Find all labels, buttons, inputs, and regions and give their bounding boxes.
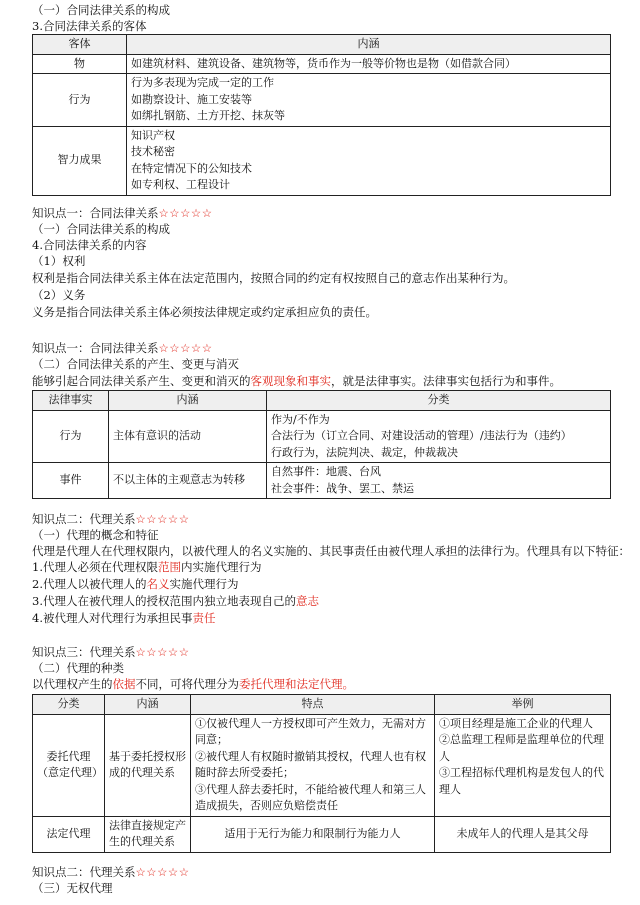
rating-stars: ☆☆☆☆☆ <box>135 512 190 526</box>
text-span: 不同，可将代理分为 <box>135 677 239 691</box>
cell-line: 行为多表现为完成一定的工作 <box>131 76 274 89</box>
table-cell: 基于委托授权形成的代理关系 <box>105 714 191 816</box>
section-title: （一）合同法律关系的构成 <box>32 3 170 17</box>
highlight-text: 名义 <box>146 577 170 591</box>
object-table <box>32 34 611 196</box>
section-title: （二）代理的种类 <box>32 661 124 675</box>
list-item <box>32 593 319 610</box>
text-span: ，就是法律事实。法律事实包括行为和事件。 <box>331 374 561 388</box>
table-header: 举例 <box>435 695 611 715</box>
rating-stars: ☆☆☆☆☆ <box>135 865 190 879</box>
knowledge-point-heading <box>32 340 213 357</box>
knowledge-point-heading <box>32 205 213 222</box>
cell-line: ②被代理人有权随时撤销其授权，代理人也有权随时辞去所受委托； <box>195 749 426 779</box>
cell-line: 行政行为，法院判决、裁定，仲裁裁决 <box>271 445 458 459</box>
table-row <box>33 463 611 499</box>
text-span: 内实施代理行为 <box>180 560 262 574</box>
cell-line: ①仅被代理人一方授权即可产生效力，无需对方同意； <box>195 716 426 746</box>
kp-label: 知识点二：代理关系 <box>32 512 136 526</box>
cell-line: ③代理人辞去委托时，不能给被代理人和第三人造成损失，否则应负赔偿责任 <box>195 782 426 812</box>
table-cell <box>267 410 611 463</box>
table-row <box>33 714 611 816</box>
table-row <box>33 816 611 852</box>
table-header: 分类 <box>267 391 611 411</box>
list-item: （2）义务 <box>32 288 86 302</box>
table-header-row <box>33 391 611 411</box>
section-title: （二）合同法律关系的产生、变更与消灭 <box>32 357 239 371</box>
text-span: 以代理权产生的 <box>32 677 113 691</box>
paragraph: 权利是指合同法律关系主体在法定范围内，按照合同的约定有权按照自己的意志作出某种行为。 <box>32 271 515 285</box>
kp-label: 知识点三：代理关系 <box>32 645 136 659</box>
table-cell: 法定代理 <box>33 816 105 852</box>
text-span: 3.代理人在被代理人的授权范围内独立地表现自己的 <box>32 594 296 608</box>
text-span: 2.代理人以被代理人的 <box>32 577 147 591</box>
table-header-row <box>33 35 611 55</box>
table-header-row <box>33 695 611 715</box>
cell-line: 在特定情况下的公知技术 <box>131 161 252 175</box>
list-item <box>32 610 215 627</box>
table-row <box>33 74 611 127</box>
table-header: 内涵 <box>109 391 267 411</box>
cell-line: ①项目经理是施工企业的代理人 <box>439 716 593 730</box>
kp-label: 知识点二：代理关系 <box>32 865 136 879</box>
agency-type-table <box>32 694 611 853</box>
table-cell: 适用于无行为能力和限制行为能力人 <box>191 816 435 852</box>
section-title: （一）合同法律关系的构成 <box>32 222 170 236</box>
table-cell: 行为 <box>33 74 127 127</box>
section-subtitle: 3.合同法律关系的客体 <box>32 19 147 33</box>
table-header: 分类 <box>33 695 105 715</box>
table-cell <box>267 463 611 499</box>
paragraph <box>32 373 561 390</box>
table-cell: 行为 <box>33 410 109 463</box>
table-cell <box>127 74 611 127</box>
cell-line: 社会事件：战争、罢工、禁运 <box>271 481 414 495</box>
table-cell <box>435 714 611 816</box>
paragraph: 义务是指合同法律关系主体必须按法律规定或约定承担应负的责任。 <box>32 305 377 319</box>
cell-line: 如专利权、工程设计 <box>131 178 230 191</box>
highlight-text: 范围 <box>157 560 181 574</box>
cell-line: 如勘察设计、施工安装等 <box>131 92 252 106</box>
paragraph: 代理是代理人在代理权限内，以被代理人的名义实施的、其民事责任由被代理人承担的法律行为。代理具有以下特征： <box>32 544 630 558</box>
table-cell: 物 <box>33 54 127 74</box>
text-span: 1.代理人必须在代理权限 <box>32 560 158 574</box>
table-row <box>33 410 611 463</box>
knowledge-point-heading <box>32 864 190 881</box>
cell-line: ②总监理工程师是监理单位的代理人 <box>439 733 604 763</box>
rating-stars: ☆☆☆☆☆ <box>135 645 190 659</box>
cell-line: 知识产权 <box>131 128 175 142</box>
cell-line: 如绑扎钢筋、土方开挖、抹灰等 <box>131 109 285 122</box>
cell-line: 技术秘密 <box>131 145 175 158</box>
table-row <box>33 126 611 195</box>
table-header: 内涵 <box>105 695 191 715</box>
text-span: 能够引起合同法律关系产生、变更和消灭的 <box>32 374 251 388</box>
text-span: 实施代理行为 <box>169 577 239 591</box>
section-subtitle: 4.合同法律关系的内容 <box>32 238 147 252</box>
table-cell <box>127 126 611 195</box>
table-cell: 如建筑材料、建筑设备、建筑物等，货币作为一般等价物也是物（如借款合同） <box>127 54 611 74</box>
cell-line: ③工程招标代理机构是发包人的代理人 <box>439 766 604 796</box>
cell-line: 合法行为（订立合同、对建设活动的管理）/违法行为（违约） <box>271 429 572 442</box>
table-header: 客体 <box>33 35 127 55</box>
text-span: 4.被代理人对代理行为承担民事 <box>32 611 193 625</box>
kp-label: 知识点一：合同法律关系 <box>32 341 159 355</box>
highlight-text: 责任 <box>192 611 216 625</box>
table-header: 法律事实 <box>33 391 109 411</box>
paragraph <box>32 676 354 693</box>
table-cell: 法律直接规定产生的代理关系 <box>105 816 191 852</box>
list-item: （1）权利 <box>32 254 86 268</box>
table-cell <box>191 714 435 816</box>
highlight-text: 委托代理和法定代理。 <box>239 677 354 691</box>
knowledge-point-heading <box>32 511 190 528</box>
table-cell: 智力成果 <box>33 126 127 195</box>
table-row <box>33 54 611 74</box>
cell-line: 作为/不作为 <box>271 412 330 426</box>
table-header: 特点 <box>191 695 435 715</box>
list-item <box>32 576 238 593</box>
table-cell: 事件 <box>33 463 109 499</box>
rating-stars: ☆☆☆☆☆ <box>158 341 213 355</box>
highlight-text: 意志 <box>295 594 319 608</box>
highlight-text: 依据 <box>112 677 136 691</box>
section-title: （一）代理的概念和特征 <box>32 528 159 542</box>
table-cell: 主体有意识的活动 <box>109 410 267 463</box>
cell-line: 自然事件：地震、台风 <box>271 465 381 478</box>
table-cell: 不以主体的主观意志为转移 <box>109 463 267 499</box>
kp-label: 知识点一：合同法律关系 <box>32 206 159 220</box>
table-cell: 未成年人的代理人是其父母 <box>435 816 611 852</box>
table-header: 内涵 <box>127 35 611 55</box>
knowledge-point-heading <box>32 644 190 661</box>
list-item <box>32 559 261 576</box>
highlight-text: 客观现象和事实 <box>250 374 331 388</box>
section-title: （三）无权代理 <box>32 881 113 895</box>
table-cell: 委托代理（意定代理） <box>33 714 105 816</box>
rating-stars: ☆☆☆☆☆ <box>158 206 213 220</box>
legal-fact-table <box>32 390 611 499</box>
